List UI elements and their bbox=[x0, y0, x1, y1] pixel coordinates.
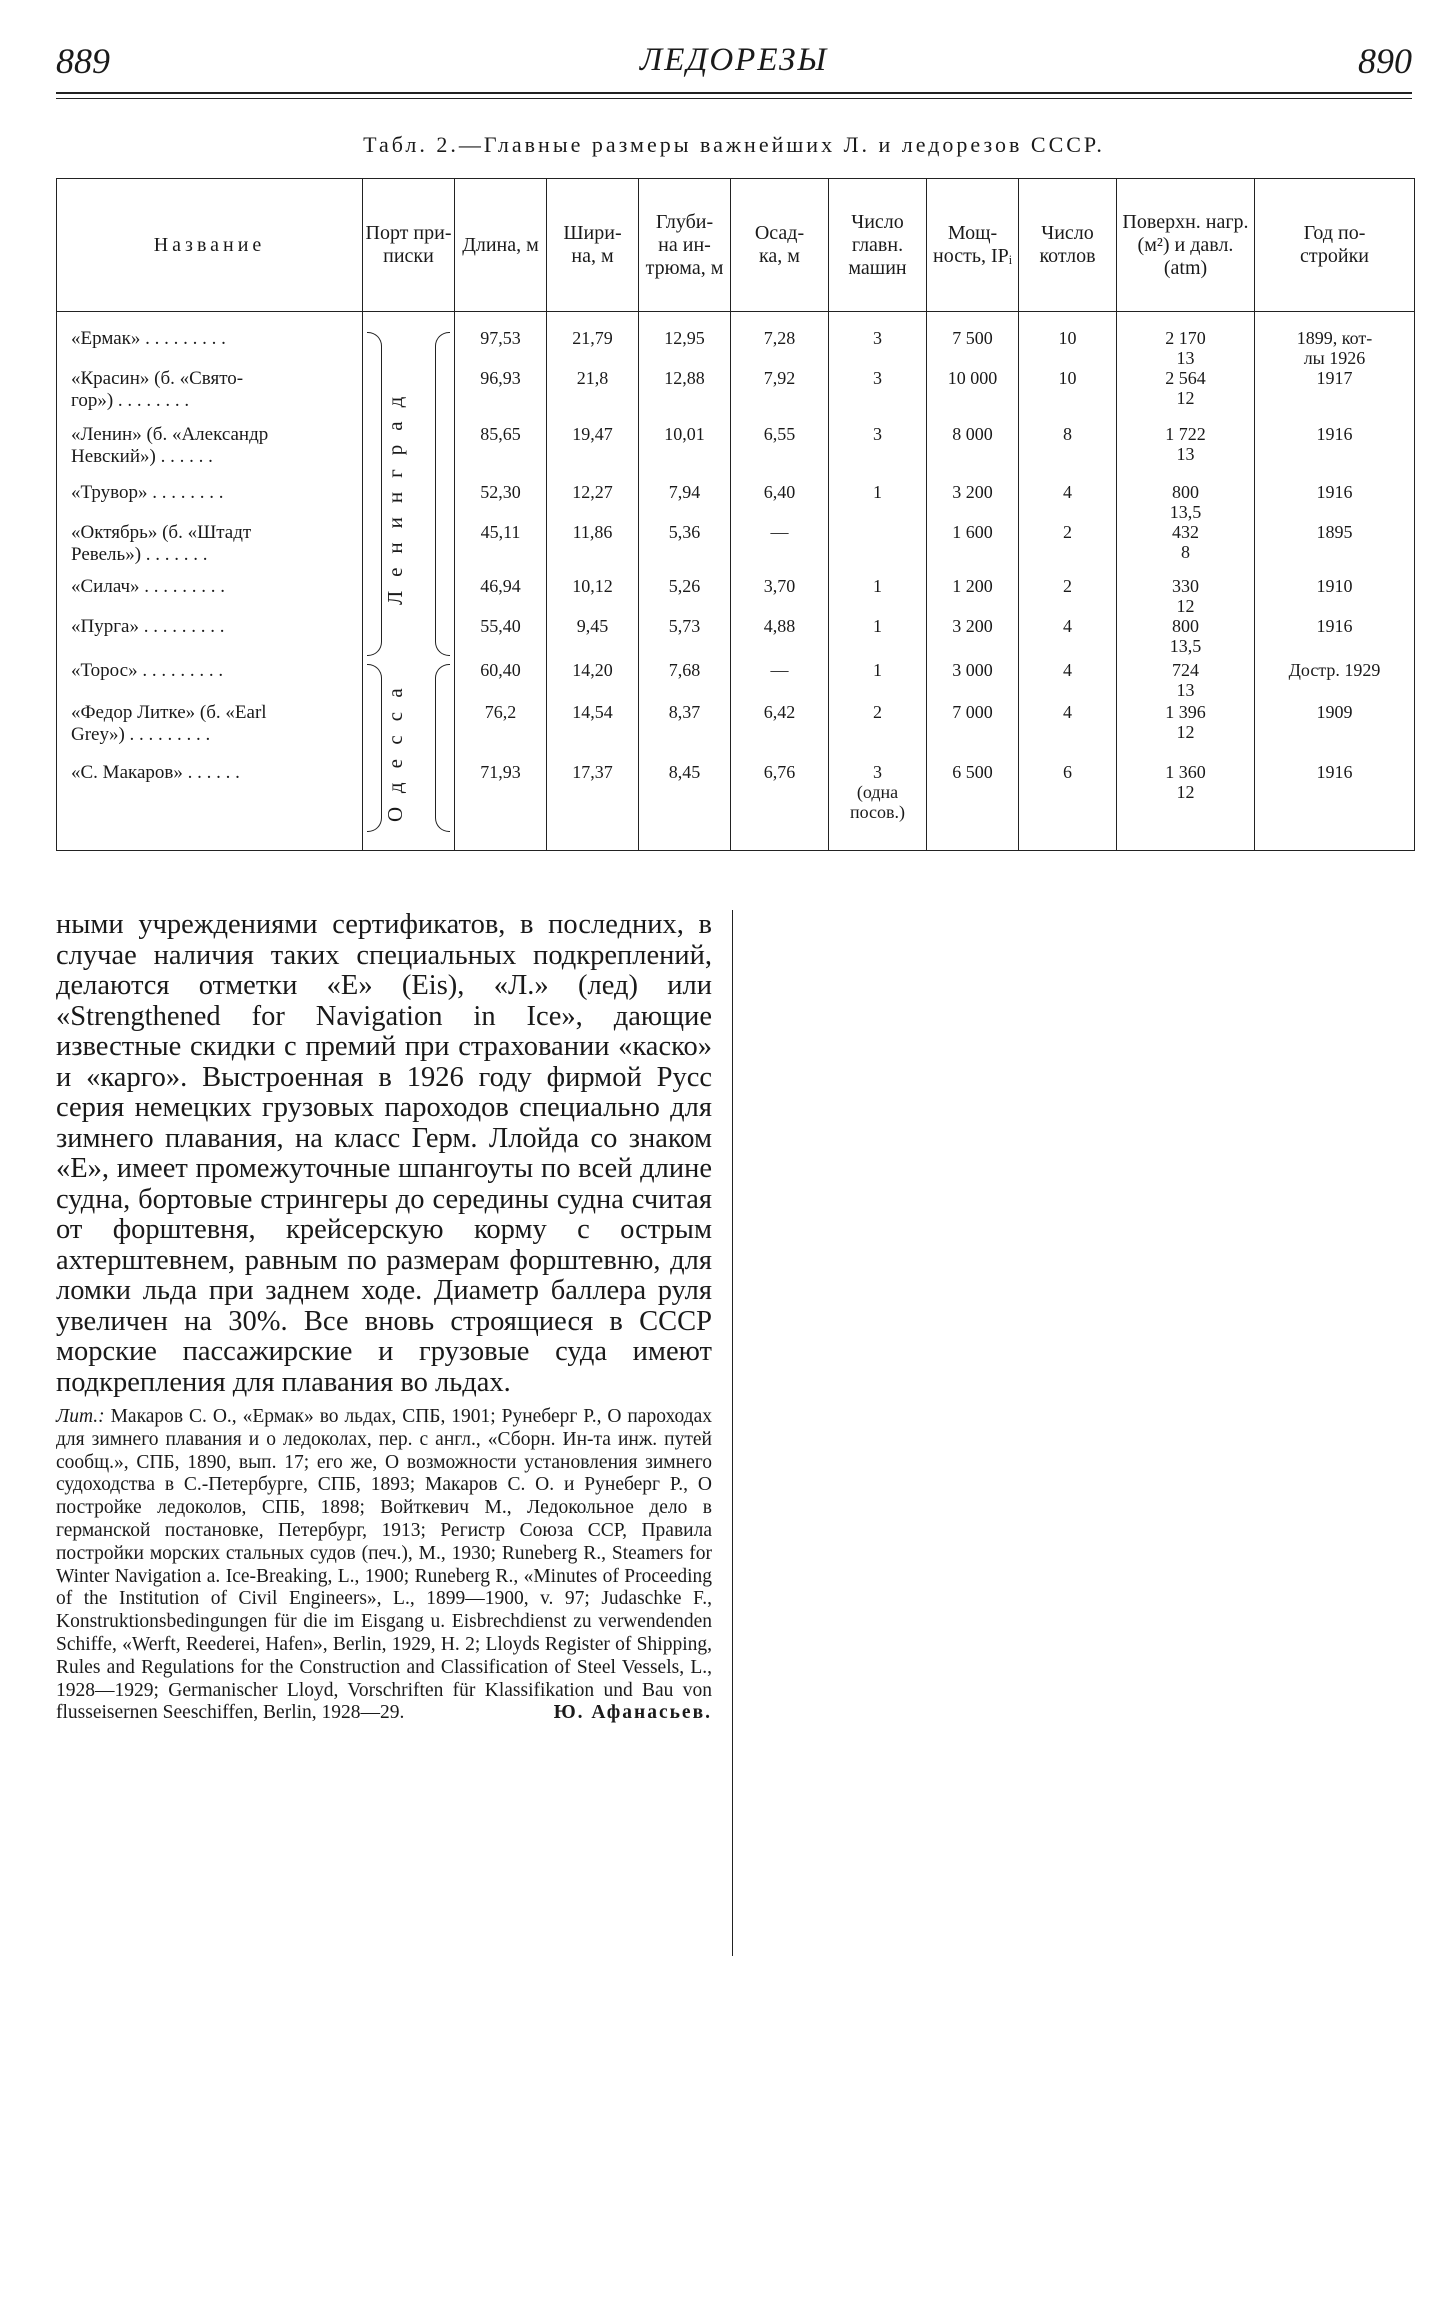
length-cell: 60,40 bbox=[455, 660, 547, 702]
column-header: Шири- на, м bbox=[547, 179, 639, 312]
table-row bbox=[57, 328, 1415, 368]
table-row bbox=[57, 616, 1415, 660]
page-number-right: 890 bbox=[1358, 41, 1412, 81]
port-cell bbox=[363, 660, 455, 822]
depth-cell: 5,73 bbox=[639, 616, 731, 660]
column-header: Число котлов bbox=[1019, 179, 1117, 312]
ship-name-cell: «Пурга» . . . . . . . . . bbox=[57, 616, 363, 660]
length-cell: 45,11 bbox=[455, 522, 547, 576]
table-header-row bbox=[57, 179, 1415, 312]
boilers-cell: 10 bbox=[1019, 328, 1117, 368]
port-cell bbox=[363, 522, 455, 576]
width-cell: 11,86 bbox=[547, 522, 639, 576]
power-cell: 6 500 bbox=[927, 762, 1019, 836]
length-cell: 97,53 bbox=[455, 328, 547, 368]
length-cell: 96,93 bbox=[455, 368, 547, 424]
table-row bbox=[57, 368, 1415, 424]
width-cell: 14,54 bbox=[547, 702, 639, 762]
power-cell: 10 000 bbox=[927, 368, 1019, 424]
engines-cell: 1 bbox=[829, 576, 927, 616]
boilers-cell: 4 bbox=[1019, 660, 1117, 702]
depth-cell: 7,94 bbox=[639, 482, 731, 522]
surface-cell: 800 13,5 bbox=[1117, 482, 1255, 522]
surface-cell: 1 722 13 bbox=[1117, 424, 1255, 482]
icebreaker-table bbox=[56, 178, 1414, 851]
year-cell: Достр. 1929 bbox=[1255, 660, 1415, 702]
surface-cell: 800 13,5 bbox=[1117, 616, 1255, 660]
literature-text: Макаров С. О., «Ермак» во льдах, СПБ, 1901; Рунеберг Р., О пароходах для зимнего плавания и о ледоколах, пер. с англ., «Сборн. Ин-та инж. путей сообщ.», СПБ, 1890, вып. 17; его же, О возможности установления зимнего судоходства в С.-Петербурге, СПБ, 1893; Макаров С. О. и Рунеберг Р., О постройке ледоколов, СПБ, 1898; Войткевич М., Ледокольное дело в германской постановке, Петербург, 1913; Регистр Союза ССР, Правила постройки морских стальных судов (печ.), М., 1930; Runeberg R., Steamers for Winter Navigation a. Ice-Breaking, L., 1900; Runeberg R., «Minutes of Proceeding of the Institution of Civil Engineers», L., 1899—1900, v. 97; Judaschke F., Konstruktionsbedingungen für die im Eisgang u. Eisbrechdienst zu verwendenden Schiffe, «Werft, Reederei, Hafen», Berlin, 1929, H. 2; Lloyds Register of Shipping, Rules and Regulations for the Construction and Classification of Steel Vessels, L., 1928—1929; Germanischer Lloyd, Vorschriften für Klassifikation und Bau von flusseisernen Seeschiffen, Berlin, 1928—29. bbox=[56, 1406, 712, 1724]
engines-cell: 1 bbox=[829, 660, 927, 702]
port-cell bbox=[363, 702, 455, 762]
table-row bbox=[57, 660, 1415, 702]
ship-name-cell: «С. Макаров» . . . . . . bbox=[57, 762, 363, 836]
length-cell: 55,40 bbox=[455, 616, 547, 660]
page-header bbox=[56, 40, 1412, 100]
surface-cell: 330 12 bbox=[1117, 576, 1255, 616]
page-number-left: 889 bbox=[56, 41, 110, 81]
draft-cell: — bbox=[731, 660, 829, 702]
column-header: Глуби- на ин- трюма, м bbox=[639, 179, 731, 312]
engines-cell: 3 bbox=[829, 424, 927, 482]
port-cell bbox=[363, 482, 455, 522]
column-header: Название bbox=[57, 179, 363, 312]
column-header: Год по- стройки bbox=[1255, 179, 1415, 312]
body-paragraph: ными учреждениями сертификатов, в последних, в случае наличия таких специальных подкреплений, делаются отметки «Е» (Eis), «Л.» (лед) или «Strengthened for Navigation in Ice», дающие известные скидки с премий при страховании «каско» и «карго». Выстроенная в 1926 году фирмой Русс серия немецких грузовых пароходов специально для зимнего плавания, на класс Герм. Ллойда со знаком «Е», имеет промежуточные шпангоуты по всей длине судна, бортовые стрингеры до середины судна считая от форштевня, крейсерскую корму с острым ахтерштевнем, равным по размерам форштевню, для ломки льда при заднем ходе. Диаметр баллера руля увеличен на 30%. Все вновь строящиеся в СССР морские пассажирские и грузовые суда имеют подкрепления для плавания во льдах. bbox=[56, 909, 712, 1398]
year-cell: 1909 bbox=[1255, 702, 1415, 762]
power-cell: 1 200 bbox=[927, 576, 1019, 616]
column-header: Мощ- ность, IPᵢ bbox=[927, 179, 1019, 312]
ship-name-cell: «Ермак» . . . . . . . . . bbox=[57, 328, 363, 368]
engines-cell bbox=[829, 522, 927, 576]
engines-cell: 1 bbox=[829, 482, 927, 522]
column-header: Осад- ка, м bbox=[731, 179, 829, 312]
engines-cell: 2 bbox=[829, 702, 927, 762]
author-signature: Ю. Афанасьев. bbox=[553, 1702, 712, 1724]
table-row bbox=[57, 702, 1415, 762]
ship-name-cell: «Октябрь» (б. «Штадт Ревель») . . . . . . . bbox=[57, 522, 363, 576]
port-label: Ленинград bbox=[383, 382, 407, 606]
boilers-cell: 4 bbox=[1019, 616, 1117, 660]
boilers-cell: 8 bbox=[1019, 424, 1117, 482]
table-row bbox=[57, 424, 1415, 482]
width-cell: 19,47 bbox=[547, 424, 639, 482]
dimensions-table bbox=[56, 178, 1415, 851]
draft-cell: 6,55 bbox=[731, 424, 829, 482]
engines-cell: 3 bbox=[829, 368, 927, 424]
engines-cell: 3 (одна посов.) bbox=[829, 762, 927, 836]
year-cell: 1917 bbox=[1255, 368, 1415, 424]
table-caption: Табл. 2.—Главные размеры важнейших Л. и ледорезов СССР. bbox=[363, 132, 1105, 157]
draft-cell: — bbox=[731, 522, 829, 576]
ship-name-cell: «Торос» . . . . . . . . . bbox=[57, 660, 363, 702]
ship-name-cell: «Красин» (б. «Свято- гор») . . . . . . . . bbox=[57, 368, 363, 424]
surface-cell: 2 170 13 bbox=[1117, 328, 1255, 368]
length-cell: 46,94 bbox=[455, 576, 547, 616]
draft-cell: 7,28 bbox=[731, 328, 829, 368]
year-cell: 1916 bbox=[1255, 424, 1415, 482]
depth-cell: 5,26 bbox=[639, 576, 731, 616]
power-cell: 3 000 bbox=[927, 660, 1019, 702]
width-cell: 21,79 bbox=[547, 328, 639, 368]
ship-name-cell: «Ленин» (б. «Александр Невский») . . . . . . bbox=[57, 424, 363, 482]
width-cell: 21,8 bbox=[547, 368, 639, 424]
boilers-cell: 10 bbox=[1019, 368, 1117, 424]
table-body bbox=[57, 312, 1415, 851]
draft-cell: 6,40 bbox=[731, 482, 829, 522]
port-cell bbox=[363, 328, 455, 606]
boilers-cell: 4 bbox=[1019, 702, 1117, 762]
engines-cell: 1 bbox=[829, 616, 927, 660]
length-cell: 52,30 bbox=[455, 482, 547, 522]
column-header: Поверхн. нагр. (м²) и давл. (atm) bbox=[1117, 179, 1255, 312]
running-title: ЛЕДОРЕЗЫ bbox=[639, 42, 829, 78]
length-cell: 76,2 bbox=[455, 702, 547, 762]
depth-cell: 8,45 bbox=[639, 762, 731, 836]
column-header: Длина, м bbox=[455, 179, 547, 312]
depth-cell: 5,36 bbox=[639, 522, 731, 576]
power-cell: 8 000 bbox=[927, 424, 1019, 482]
width-cell: 14,20 bbox=[547, 660, 639, 702]
year-cell: 1910 bbox=[1255, 576, 1415, 616]
width-cell: 10,12 bbox=[547, 576, 639, 616]
power-cell: 7 000 bbox=[927, 702, 1019, 762]
width-cell: 9,45 bbox=[547, 616, 639, 660]
table-row bbox=[57, 522, 1415, 576]
body-column bbox=[56, 910, 712, 1725]
year-cell: 1895 bbox=[1255, 522, 1415, 576]
port-cell bbox=[363, 424, 455, 482]
literature-list bbox=[56, 1406, 712, 1725]
power-cell: 7 500 bbox=[927, 328, 1019, 368]
year-cell: 1916 bbox=[1255, 616, 1415, 660]
surface-cell: 2 564 12 bbox=[1117, 368, 1255, 424]
surface-cell: 724 13 bbox=[1117, 660, 1255, 702]
width-cell: 12,27 bbox=[547, 482, 639, 522]
boilers-cell: 2 bbox=[1019, 576, 1117, 616]
year-cell: 1916 bbox=[1255, 762, 1415, 836]
power-cell: 3 200 bbox=[927, 482, 1019, 522]
table-row bbox=[57, 576, 1415, 616]
year-cell: 1899, кот- лы 1926 bbox=[1255, 328, 1415, 368]
port-cell bbox=[363, 762, 455, 836]
table-row bbox=[57, 762, 1415, 836]
width-cell: 17,37 bbox=[547, 762, 639, 836]
surface-cell: 432 8 bbox=[1117, 522, 1255, 576]
depth-cell: 12,88 bbox=[639, 368, 731, 424]
port-label: Одесса bbox=[383, 674, 407, 822]
ship-name-cell: «Силач» . . . . . . . . . bbox=[57, 576, 363, 616]
port-cell bbox=[363, 616, 455, 660]
column-header: Порт при- писки bbox=[363, 179, 455, 312]
length-cell: 85,65 bbox=[455, 424, 547, 482]
header-rule-thin bbox=[56, 98, 1412, 99]
port-cell bbox=[363, 368, 455, 424]
depth-cell: 7,68 bbox=[639, 660, 731, 702]
boilers-cell: 2 bbox=[1019, 522, 1117, 576]
port-cell bbox=[363, 576, 455, 616]
draft-cell: 4,88 bbox=[731, 616, 829, 660]
literature-label: Лит.: bbox=[56, 1406, 105, 1427]
year-cell: 1916 bbox=[1255, 482, 1415, 522]
surface-cell: 1 360 12 bbox=[1117, 762, 1255, 836]
depth-cell: 12,95 bbox=[639, 328, 731, 368]
depth-cell: 8,37 bbox=[639, 702, 731, 762]
length-cell: 71,93 bbox=[455, 762, 547, 836]
column-rule bbox=[732, 910, 733, 1956]
table-row bbox=[57, 482, 1415, 522]
power-cell: 1 600 bbox=[927, 522, 1019, 576]
power-cell: 3 200 bbox=[927, 616, 1019, 660]
draft-cell: 3,70 bbox=[731, 576, 829, 616]
surface-cell: 1 396 12 bbox=[1117, 702, 1255, 762]
column-header: Число главн. машин bbox=[829, 179, 927, 312]
engines-cell: 3 bbox=[829, 328, 927, 368]
draft-cell: 7,92 bbox=[731, 368, 829, 424]
draft-cell: 6,76 bbox=[731, 762, 829, 836]
header-rule bbox=[56, 92, 1412, 94]
draft-cell: 6,42 bbox=[731, 702, 829, 762]
ship-name-cell: «Федор Литке» (б. «Earl Grey») . . . . . . . . . bbox=[57, 702, 363, 762]
ship-name-cell: «Трувор» . . . . . . . . bbox=[57, 482, 363, 522]
boilers-cell: 4 bbox=[1019, 482, 1117, 522]
depth-cell: 10,01 bbox=[639, 424, 731, 482]
boilers-cell: 6 bbox=[1019, 762, 1117, 836]
